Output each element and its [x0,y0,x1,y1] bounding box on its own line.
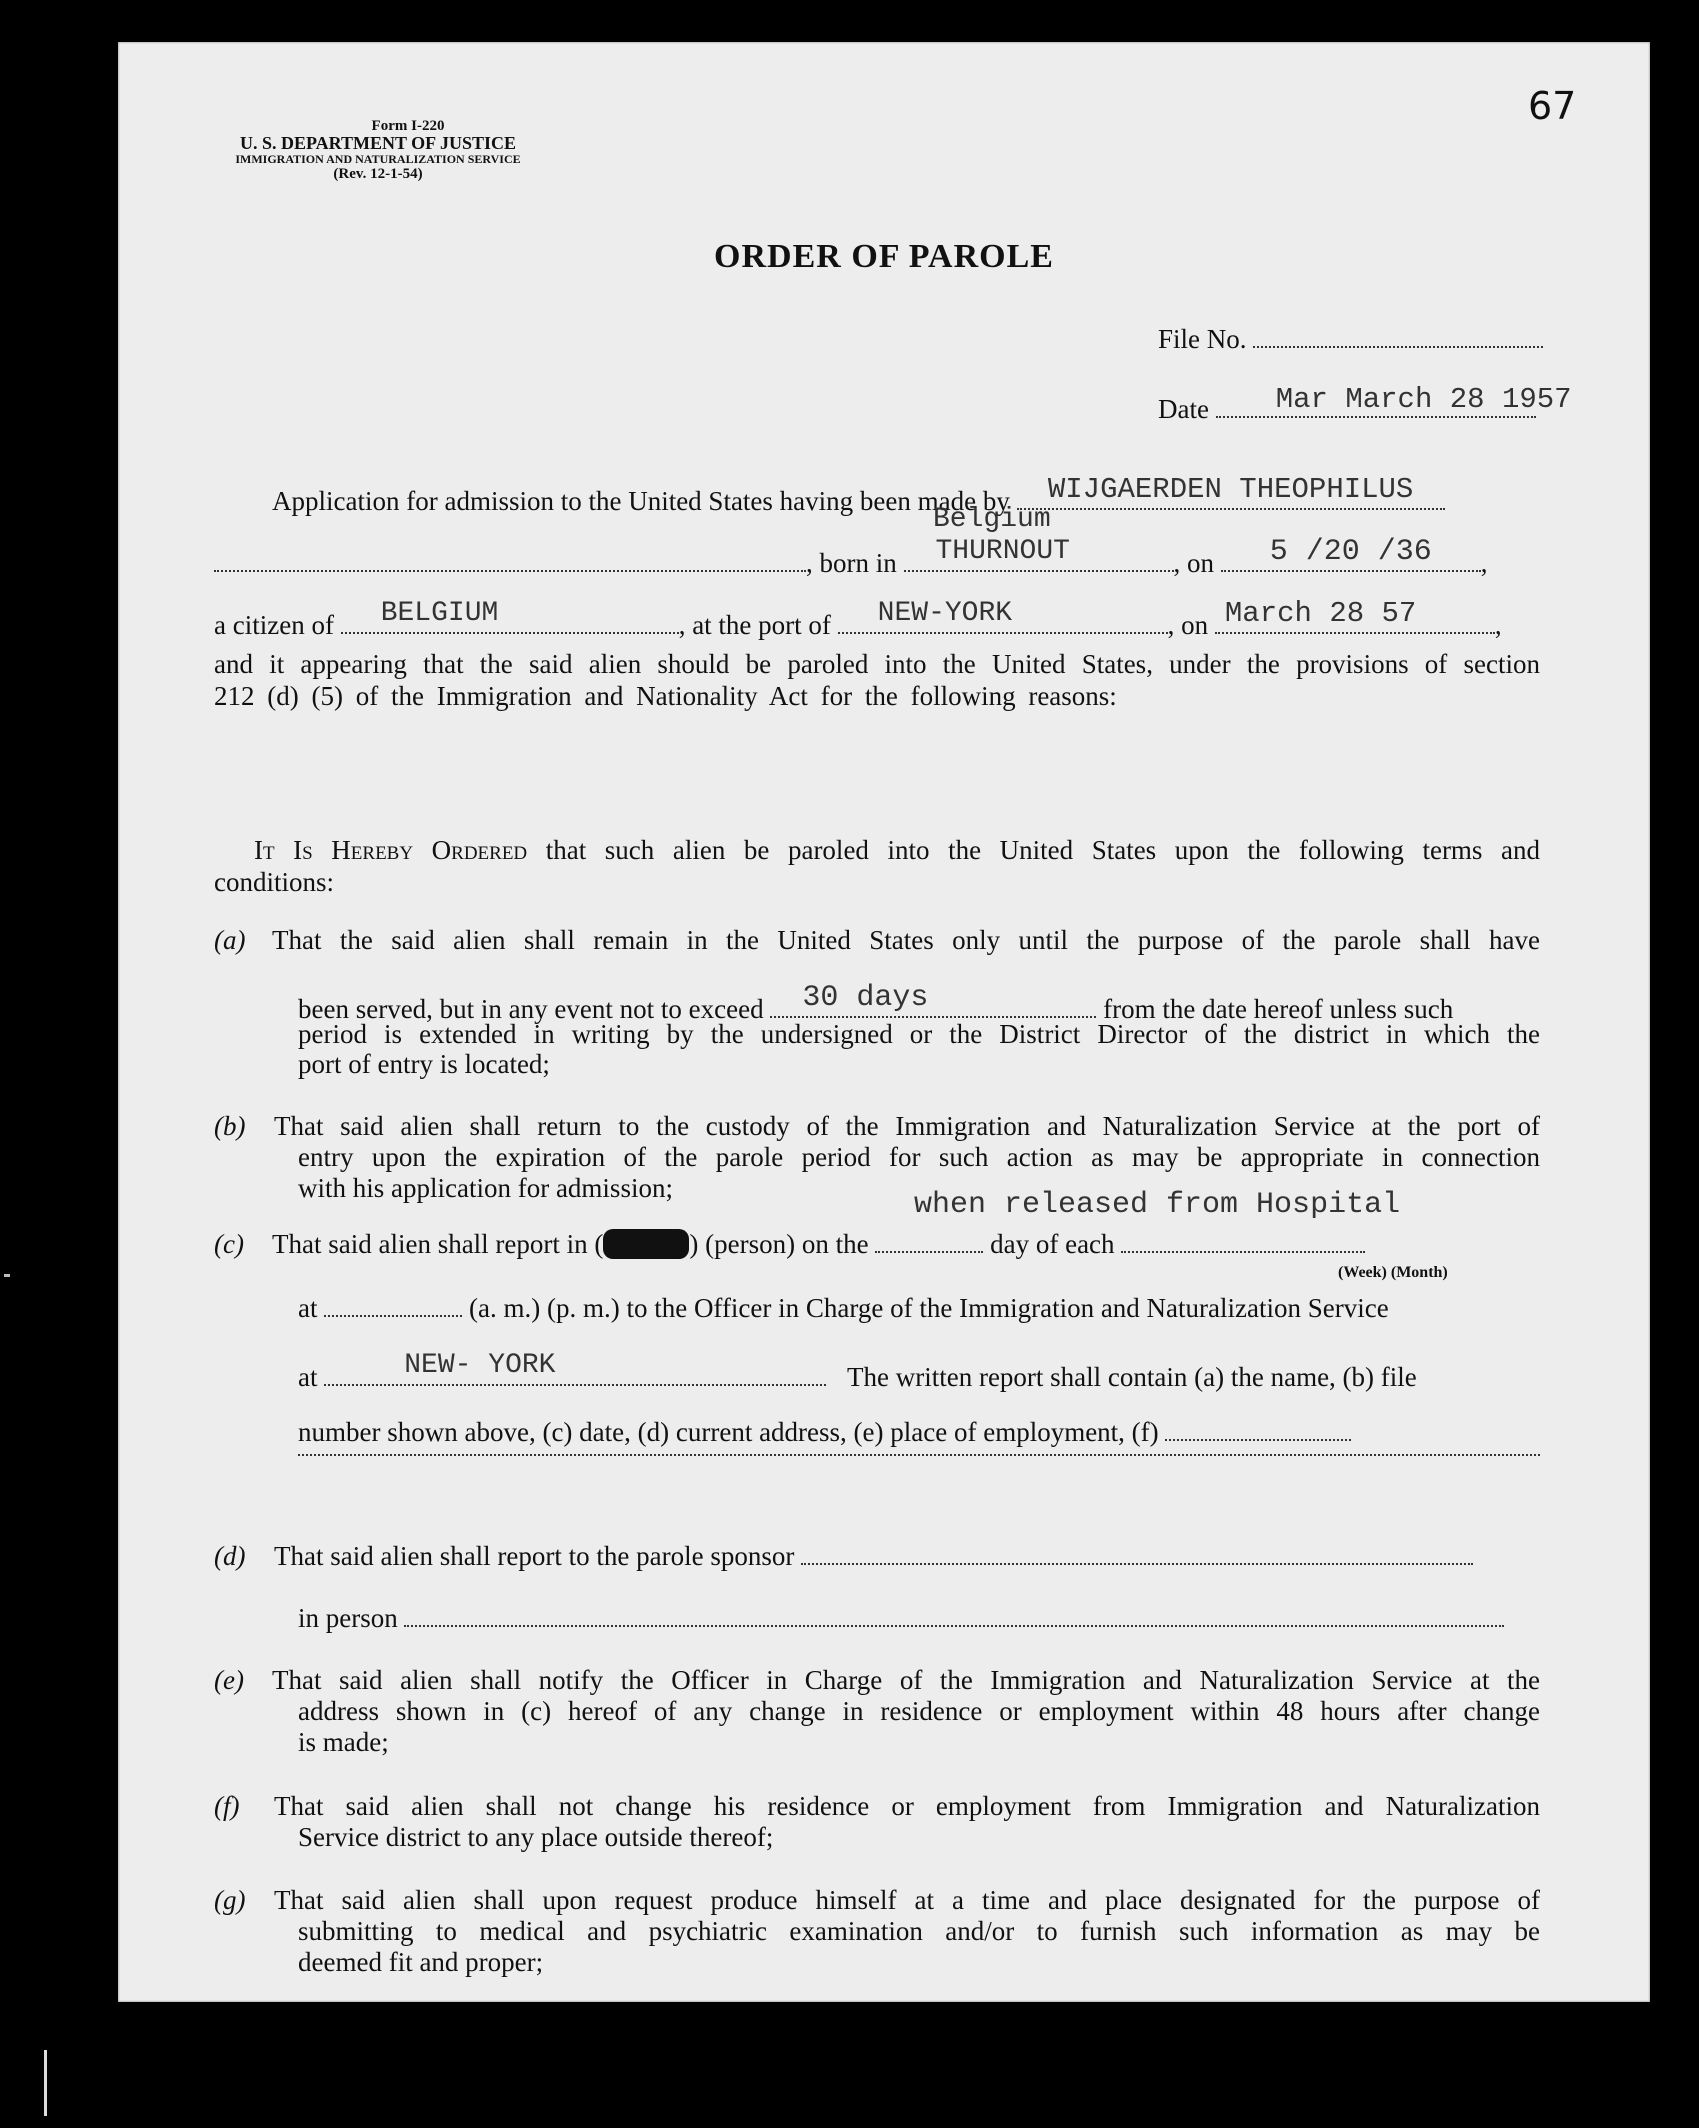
port-field[interactable] [838,598,1168,634]
scan-mark-left [44,2050,47,2116]
report-time-field[interactable] [324,1315,462,1317]
term-b-line3: with his application for admission; [298,1173,673,1203]
order-line1: It Is Hereby Ordered that such alien be paroled into the United States upon the following terms and [254,835,1540,865]
term-c-line1: That said alien shall report in ( writing ) (person) on the day of each [272,1228,1365,1260]
term-a-line3: period is extended in writing by the undersigned or the District Director of the district in which the [298,1019,1540,1049]
report-period-field[interactable] [1121,1251,1365,1253]
port: NEW-YORK [877,598,1013,629]
port-label: , at the port of [678,610,831,640]
report-location: NEW- YORK [404,1350,556,1381]
term-d-line2: in person [298,1602,1504,1634]
date-row [1158,383,1572,425]
report-location-field[interactable] [324,1350,826,1386]
date-value: Mar March 28 1957 [1275,383,1572,416]
page-title: ORDER OF PAROLE [714,238,1054,275]
report-other-field-2[interactable] [298,1454,1540,1456]
citizenship: BELGIUM [380,598,499,629]
term-c-line2: at (a. m.) (p. m.) to the Officer in Charge of the Immigration and Naturalization Service [298,1293,1389,1323]
applicant-extra-field[interactable] [214,570,806,572]
document-page [118,42,1650,2002]
on-label: , on [1173,548,1214,578]
term-e-line2: address shown in (c) hereof of any change in residence or employment within 48 hours after change [298,1696,1540,1726]
term-f-line2: Service district to any place outside thereof; [298,1822,774,1852]
form-header [198,118,558,182]
application-line5: 212 (d) (5) of the Immigration and Nationality Act for the following reasons: [214,681,1117,711]
application-line3: a citizen of BELGIUM , at the port of NEW-YORK , on March 28 57 , [214,597,1502,640]
birthplace-field[interactable] [904,536,1174,572]
term-g-line1: That said alien shall upon request produce himself at a time and place designated for the purpose of [274,1885,1540,1915]
term-b-marker: (b) [214,1111,246,1141]
application-line4: and it appearing that the said alien should be paroled into the United States, under the provisions of section [214,649,1540,679]
parole-period-field[interactable] [770,981,1096,1018]
term-c-line4: number shown above, (c) date, (d) current address, (e) place of employment, (f) [298,1416,1351,1448]
birthplace: THURNOUT [935,536,1070,567]
application-line2: , born in THURNOUT , on 5 /20 /36 , [214,540,1488,579]
term-g-marker: (g) [214,1885,246,1915]
applicant-name: WIJGAERDEN THEOPHILUS [1047,473,1414,506]
file-no-field[interactable] [1253,346,1543,348]
born-in-label: , born in [806,548,897,578]
scan-mark-dot [4,1274,10,1277]
term-e-line1: That said alien shall notify the Officer in Charge of the Immigration and Naturalization Service at the [272,1665,1540,1695]
order-lead: It Is Hereby Ordered [254,835,528,865]
application-text: Application for admission to the United States having been made by [272,486,1010,516]
parole-sponsor-field[interactable] [801,1563,1473,1565]
form-number: Form I-220 [371,118,445,134]
term-c-line3: at NEW- YORK The written report shall contain (a) the name, (b) file [298,1350,1417,1392]
citizen-label: a citizen of [214,610,334,640]
term-g-line3: deemed fit and proper; [298,1947,544,1977]
term-d-marker: (d) [214,1541,246,1571]
term-c-marker: (c) [214,1229,244,1259]
term-d-line1: That said alien shall report to the parole sponsor [274,1540,1473,1572]
parole-period: 30 days [802,981,929,1015]
order-line2: conditions: [214,867,334,897]
page-number: 67 [1528,84,1577,128]
term-a-marker: (a) [214,925,246,955]
typed-note: when released from Hospital [914,1188,1401,1222]
term-f-line1: That said alien shall not change his residence or employment from Immigration and Naturalization [274,1791,1540,1821]
week-month-label: (Week) (Month) [1338,1264,1448,1281]
date-field[interactable] [1216,383,1572,418]
term-a-line4: port of entry is located; [298,1049,550,1079]
service-name: IMMIGRATION AND NATURALIZATION SERVICE [235,152,521,166]
struck-writing: writing [603,1229,689,1259]
date-label: Date [1158,394,1209,424]
arrival-date: March 28 57 [1224,597,1417,630]
term-g-line2: submitting to medical and psychiatric examination and/or to furnish such information as may be [298,1916,1540,1946]
term-e-marker: (e) [214,1665,244,1695]
term-a-line2: been served, but in any event not to exceed 30 days from the date hereof unless such [298,981,1454,1024]
term-b-line2: entry upon the expiration of the parole period for such action as may be appropriate in connection [298,1142,1540,1172]
applicant-name-field[interactable] [1017,473,1445,510]
term-a-line1: That the said alien shall remain in the United States only until the purpose of the parole shall have [272,925,1540,955]
department-name: U. S. DEPARTMENT OF JUSTICE [239,133,517,153]
citizenship-field[interactable] [341,598,679,634]
file-no-label: File No. [1158,324,1247,354]
term-f-marker: (f) [214,1791,240,1821]
on-label-2: , on [1167,610,1209,640]
term-e-line3: is made; [298,1727,389,1757]
report-day-field[interactable] [875,1251,983,1253]
country-note: Belgium [933,504,1051,535]
file-no-row [1158,324,1543,355]
application-line1 [272,473,1445,517]
revision: (Rev. 12-1-54) [333,166,423,182]
birth-date-field[interactable] [1221,535,1481,572]
in-person-field[interactable] [404,1625,1504,1627]
report-other-field[interactable] [1165,1439,1351,1441]
term-b-line1: That said alien shall return to the custody of the Immigration and Naturalization Service at the port of [274,1111,1540,1141]
arrival-date-field[interactable] [1215,597,1495,634]
birth-date: 5 /20 /36 [1269,535,1432,569]
